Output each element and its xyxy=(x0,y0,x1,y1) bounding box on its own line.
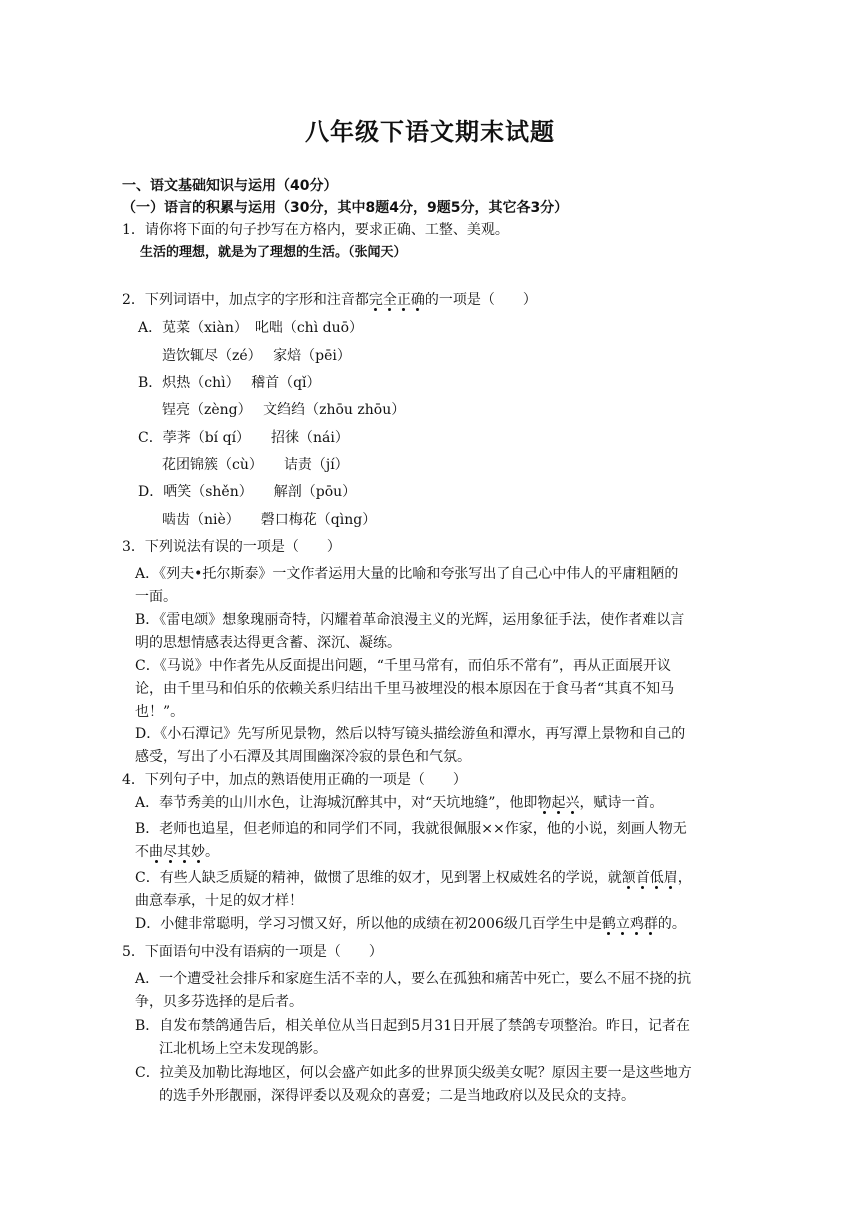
question-3-option-b: B．《雷电颂》想象瑰丽奇特，闪耀着革命浪漫主义的光辉，运用象征手法，使作者难以言 xyxy=(135,612,685,628)
question-1-stem: 1．请你将下面的句子抄写在方格内，要求正确、工整、美观。 xyxy=(122,222,509,238)
question-5-option-b-cont: 江北机场上空未发现鸽影。 xyxy=(159,1041,327,1057)
question-4-option-b: B．老师也追星，但老师追的和同学们不同，我就很佩服××作家，他的小说，刻画人物无 xyxy=(135,821,687,837)
question-4-option-b-cont: 不曲尽其妙。 xyxy=(135,844,219,860)
question-3-option-a-cont: 一面。 xyxy=(135,589,177,605)
question-3-option-d-cont: 感受，写出了小石潭及其周围幽深冷寂的景色和气氛。 xyxy=(135,749,471,765)
question-2-option-d: D．哂笑（shěn） 解剖（pōu） xyxy=(138,484,357,500)
question-5-option-c: C．拉美及加勒比海地区，何以会盛产如此多的世界顶尖级美女呢？原因主要一是这些地方 xyxy=(135,1065,692,1081)
question-3-stem: 3．下列说法有误的一项是（ ） xyxy=(122,539,341,555)
question-2-option-b: B．炽热（chì） 稽首（qǐ） xyxy=(138,375,321,391)
question-3-option-c: C．《马说》中作者先从反面提出问题，“千里马常有，而伯乐不常有”，再从正面展开议 xyxy=(135,658,672,674)
question-5-option-c-cont: 的选手外形靓丽，深得评委以及观众的喜爱；二是当地政府以及民众的支持。 xyxy=(159,1088,635,1104)
question-2-option-a-cont: 造饮辄尽（zé） 家焙（pēi） xyxy=(162,348,351,364)
question-3-option-c-cont2: 也！”。 xyxy=(135,704,185,720)
page-title: 八年级下语文期末试题 xyxy=(305,118,555,146)
question-2-option-b-cont: 锃亮（zèng） 文绉绉（zhōu zhōu） xyxy=(162,402,406,418)
question-4-option-c: C．有些人缺乏质疑的精神，做惯了思维的奴才，见到署上权威姓名的学说，就颔首低眉， xyxy=(135,870,692,886)
question-4-option-d: D．小健非常聪明，学习习惯又好，所以他的成绩在初2006级几百学生中是鹤立鸡群的。 xyxy=(135,916,686,932)
subsection-heading: （一）语言的积累与运用（30分，其中8题4分，9题5分，其它各3分） xyxy=(122,200,569,216)
question-2-stem: 2．下列词语中，加点字的字形和注音都完全正确的一项是（ ） xyxy=(122,292,537,308)
question-2-option-c-cont: 花团锦簇（cù） 诘责（jí） xyxy=(162,457,349,473)
question-4-option-c-cont: 曲意奉承，十足的奴才样！ xyxy=(135,893,303,909)
question-3-option-d: D．《小石潭记》先写所见景物，然后以特写镜头描绘游鱼和潭水，再写潭上景物和自己的 xyxy=(135,726,686,742)
question-5-option-b: B．自发布禁鸽通告后，相关单位从当日起到5月31日开展了禁鸽专项整治。昨日，记者在 xyxy=(135,1018,691,1034)
question-3-option-b-cont: 明的思想情感表达得更含蓄、深沉、凝练。 xyxy=(135,635,401,651)
question-2-option-a: A．苋菜（xiàn） 叱咄（chì duō） xyxy=(138,320,364,336)
question-3-option-c-cont: 论，由千里马和伯乐的依赖关系归结出千里马被埋没的根本原因在于食马者“其真不知马 xyxy=(135,681,675,697)
question-2-option-d-cont: 啮齿（niè） 磬口梅花（qìng） xyxy=(162,512,377,528)
question-4-option-a: A．奉节秀美的山川水色，让海城沉醉其中，对“天坑地缝”，他即物起兴，赋诗一首。 xyxy=(135,795,664,811)
question-4-stem: 4．下列句子中，加点的熟语使用正确的一项是（ ） xyxy=(122,772,467,788)
question-1-quote: 生活的理想，就是为了理想的生活。（张闻天） xyxy=(140,245,407,260)
question-3-option-a: A．《列夫•托尔斯泰》一文作者运用大量的比喻和夸张写出了自己心中伟人的平庸粗陋的 xyxy=(135,566,679,582)
question-5-option-a-cont: 争，贝多芬选择的是后者。 xyxy=(135,994,303,1010)
question-5-option-a: A．一个遭受社会排斥和家庭生活不幸的人，要么在孤独和痛苦中死亡，要么不屈不挠的抗 xyxy=(135,971,692,987)
question-2-option-c: C．荸荠（bí qí） 招徕（nái） xyxy=(138,430,349,446)
section-heading: 一、语文基础知识与运用（40分） xyxy=(122,178,338,194)
question-5-stem: 5．下面语句中没有语病的一项是（ ） xyxy=(122,944,383,960)
